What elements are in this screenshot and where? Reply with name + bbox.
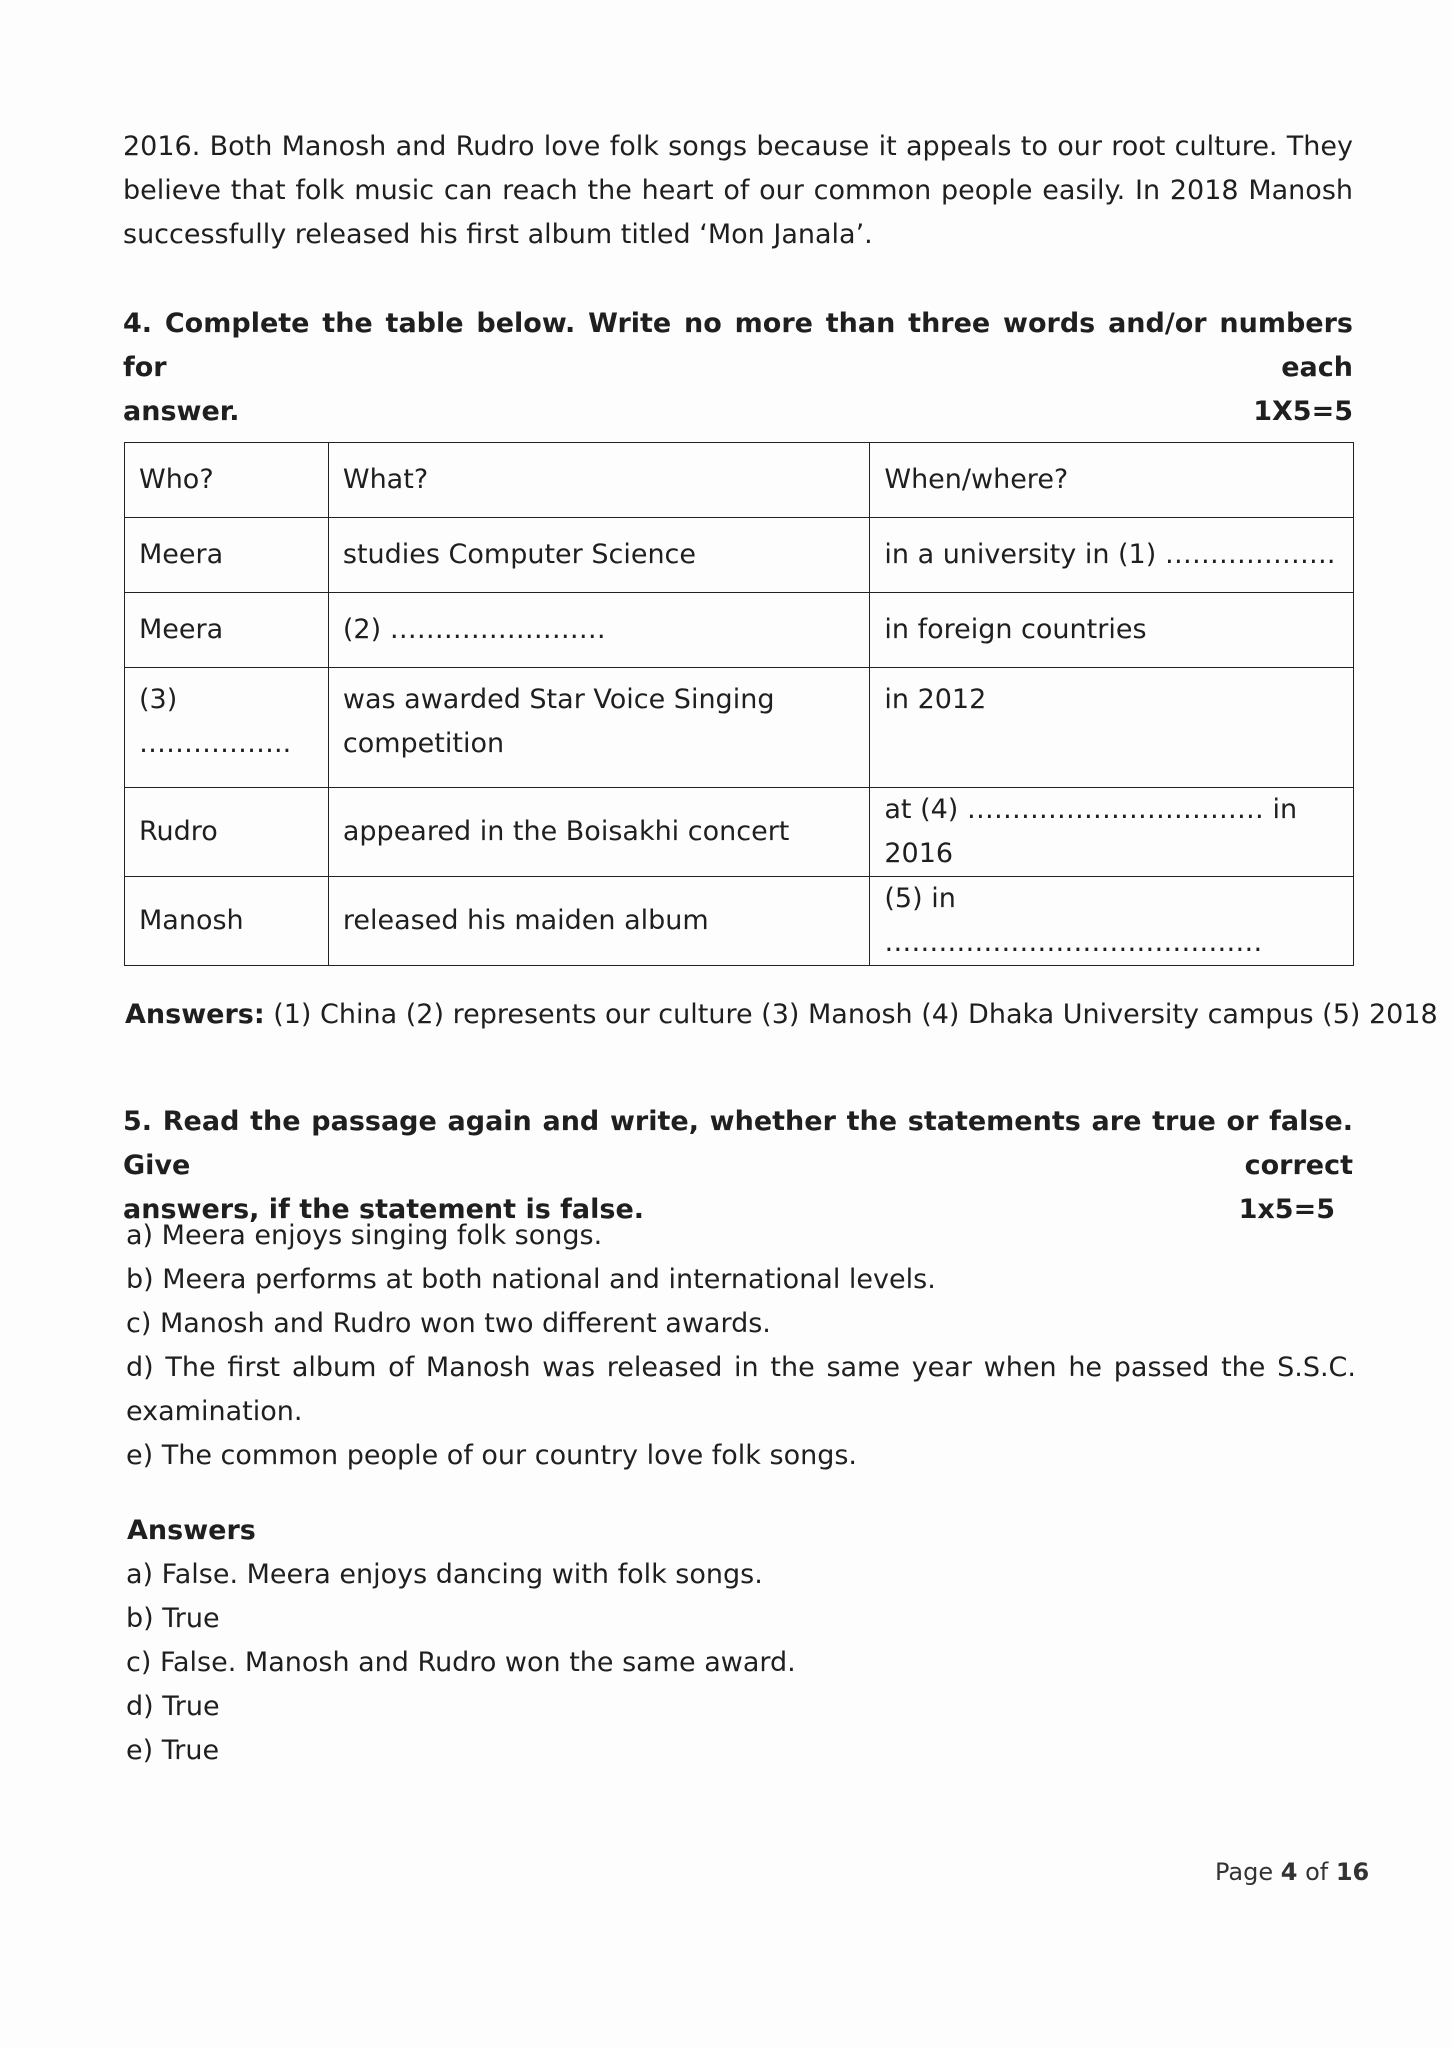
page-number [1215, 1852, 1369, 1892]
table-cell: at (4) …………………………… in 2016 [870, 788, 1354, 877]
table-cell: Rudro [125, 788, 329, 877]
table-cell: in a university in (1) ………………. [870, 518, 1354, 593]
table-cell: was awarded Star Voice Singing competition [328, 668, 870, 788]
question-4-line: answer. [123, 396, 240, 427]
question-5-heading [123, 1100, 1353, 1232]
page-mid: of [1297, 1858, 1336, 1886]
completion-table [124, 442, 1354, 966]
intro-line: believe that folk music can reach the heart of our common people easily. In 2018 Manosh [123, 175, 1353, 206]
intro-line: 2016. Both Manosh and Rudro love folk songs because it appeals to our root culture. They [123, 131, 1353, 162]
question-5-marks: 1x5=5 [1238, 1194, 1335, 1225]
page-current: 4 [1280, 1858, 1298, 1886]
table-cell: released his maiden album [328, 877, 870, 966]
table-row [125, 877, 1354, 966]
table-cell: in foreign countries [870, 593, 1354, 668]
page-total: 16 [1335, 1858, 1370, 1886]
answers-label: Answers: [125, 999, 265, 1030]
list-item: c) False. Manosh and Rudro won the same award. [126, 1647, 796, 1678]
question-4-heading [123, 302, 1353, 434]
list-item: e) The common people of our country love folk songs. [126, 1440, 857, 1471]
list-item: examination. [126, 1396, 303, 1427]
page-prefix: Page [1215, 1858, 1281, 1886]
question-4-marks: 1X5=5 [1253, 396, 1353, 427]
list-item: a) False. Meera enjoys dancing with folk songs. [126, 1559, 763, 1590]
question-5-line: 5. Read the passage again and write, whether the statements are true or false. Give correct [123, 1106, 1353, 1181]
question-5-line: answers, if the statement is false. [123, 1194, 645, 1225]
table-header-cell: Who? [125, 443, 329, 518]
table-row [125, 788, 1354, 877]
table-header-row [125, 443, 1354, 518]
table-row [125, 668, 1354, 788]
answer-list [126, 1553, 1356, 1773]
table-cell: in 2012 [870, 668, 1354, 788]
list-item: a) Meera enjoys singing folk songs. [126, 1220, 603, 1251]
list-item: c) Manosh and Rudro won two different awards. [126, 1308, 771, 1339]
list-item: b) True [126, 1603, 220, 1634]
table-cell: (5) in …………………………………… [870, 877, 1354, 966]
intro-paragraph [123, 125, 1353, 257]
answers-heading: Answers [127, 1515, 256, 1546]
table-cell: (2) …………………… [328, 593, 870, 668]
intro-line: successfully released his first album titled ‘Mon Janala’. [123, 219, 873, 250]
table-cell: (3) …………….. [125, 668, 329, 788]
question-4-answers [125, 993, 1438, 1037]
statement-list [126, 1214, 1356, 1478]
list-item: d) The first album of Manosh was released in the same year when he passed the S.S.C. [126, 1352, 1356, 1383]
table-row [125, 518, 1354, 593]
list-item: d) True [126, 1691, 220, 1722]
table-cell: Manosh [125, 877, 329, 966]
table-header-cell: When/where? [870, 443, 1354, 518]
answers-text: (1) China (2) represents our culture (3) Manosh (4) Dhaka University campus (5) 2018 [264, 999, 1438, 1030]
list-item: b) Meera performs at both national and international levels. [126, 1264, 936, 1295]
question-4-line: 4. Complete the table below. Write no more than three words and/or numbers for each [123, 308, 1353, 383]
table-row [125, 593, 1354, 668]
table-cell: appeared in the Boisakhi concert [328, 788, 870, 877]
table-cell: studies Computer Science [328, 518, 870, 593]
table-cell: Meera [125, 518, 329, 593]
table-cell: Meera [125, 593, 329, 668]
table-header-cell: What? [328, 443, 870, 518]
list-item: e) True [126, 1735, 220, 1766]
